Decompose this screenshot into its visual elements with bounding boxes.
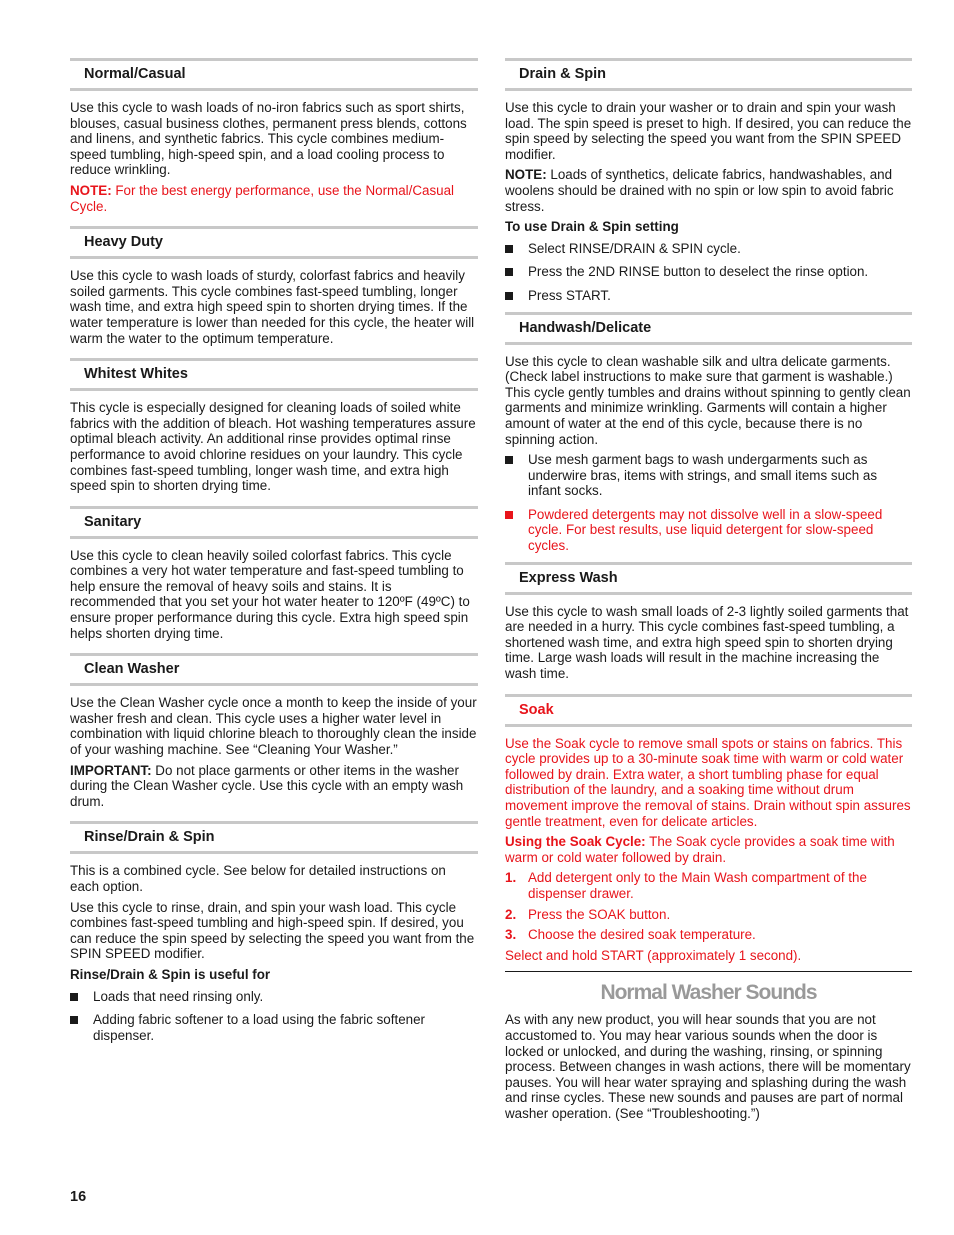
list-item: Adding fabric softener to a load using the fabric softener dispenser. — [70, 1012, 478, 1043]
drain-spin-body: Use this cycle to drain your washer or to drain and spin your wash load. The spin speed is preset to high. If desired, you can reduce the spin speed by selecting the speed you want from the SPIN SPEED modifier. — [505, 100, 912, 162]
sounds-body: As with any new product, you will hear sounds that you are not accustomed to. You may hear various sounds when the door is locked or unlocked, and during the washing, rinsing, or spinning process. Between changes in wash actions, there will be momentary pauses. You will hear water spraying and splashing during the wash and rinse cycles. These new sounds and pauses are part of normal washer operation. (See “Troubleshooting.”) — [505, 1012, 911, 1121]
bullet-square-icon — [505, 456, 513, 464]
sanitary-body: Use this cycle to clean heavily soiled colorfast fabrics. This cycle combines a very hot water temperature and fast-speed tumbling to help ensure the removal of heavy soils and stains. It is recommended that you set your hot water heater to 120ºF (49ºC) to ensure proper performance during this cycle. Extra high speed spin helps shorten drying time. — [70, 547, 470, 641]
clean-washer-important — [70, 763, 478, 810]
page-number: 16 — [70, 1189, 87, 1205]
normal-casual-note — [70, 183, 478, 214]
heading-rinse-drain-spin: Rinse/Drain & Spin — [70, 821, 478, 854]
important-label: IMPORTANT: — [70, 762, 152, 778]
list-item: Loads that need rinsing only. — [70, 989, 478, 1005]
rinse-drain-spin-body-2: Use this cycle to rinse, drain, and spin your wash load. This cycle combines fast-speed tumbling and high-speed spin. If desired, you can reduce the spin speed by selecting the speed you want from the SPIN SPEED modifier. — [70, 899, 475, 962]
heading-soak: Soak — [505, 694, 912, 727]
section-divider — [505, 971, 912, 972]
step-item: 3. Choose the desired soak temperature. — [505, 927, 756, 943]
clean-washer-body: Use the Clean Washer cycle once a month to keep the inside of your washer fresh and clean. This cycle uses a higher water level in combination with liquid chlorine bleach to thoroughly clean the inside of your washing machine. See “Cleaning Your Washer.” — [70, 695, 477, 758]
right-column — [505, 58, 912, 1127]
heading-handwash-delicate: Handwash/Delicate — [505, 312, 912, 345]
rinse-drain-spin-body-1: This is a combined cycle. See below for detailed instructions on each option. — [70, 863, 446, 894]
using-text: The Soak cycle provides a soak time with warm or cold water followed by drain. — [505, 834, 895, 865]
step-item: 1. Add detergent only to the Main Wash compartment of the dispenser drawer. — [505, 870, 867, 901]
drain-spin-note — [505, 167, 912, 214]
list-item: Select RINSE/DRAIN & SPIN cycle. — [505, 241, 912, 257]
using-label: Using the Soak Cycle: — [505, 834, 646, 850]
step-item: 2. Press the SOAK button. — [505, 906, 671, 922]
bullet-square-icon — [505, 245, 513, 253]
heading-express-wash: Express Wash — [505, 562, 912, 595]
list-item: Powdered detergents may not dissolve well in a slow-speed cycle. For best results, use liquid detergent for slow-speed cycles. — [505, 507, 912, 554]
note-label: NOTE: — [70, 182, 112, 198]
important-text: Do not place garments or other items in the washer during the Clean Washer cycle. Use this cycle with an empty wash drum. — [70, 762, 464, 809]
whitest-whites-body: This cycle is especially designed for cleaning loads of soiled white fabrics with the addition of bleach. Hot washing temperatures assure optimal bleach activity. An additional rinse provides optimal rinse performance to avoid chlorine residues on your laundry. This cycle combines fast-speed tumbling, longer wash time, and extra high speed spin to shorten drying time. — [70, 400, 476, 494]
heading-normal-casual: Normal/Casual — [70, 58, 478, 91]
bullet-square-icon — [505, 511, 513, 519]
handwash-delicate-body: Use this cycle to clean washable silk and ultra delicate garments. (Check label instructions to make sure that garment is washable.) This cycle gently tumbles and drains without spinning to gently clean garments and minimize wrinkling. Garments will contain a higher amount of water at the end of this cycle, because there is no spinning action. — [505, 353, 911, 447]
bullet-square-icon — [505, 268, 513, 276]
bullet-square-icon — [505, 292, 513, 300]
left-column — [70, 58, 478, 1051]
soak-final: Select and hold START (approximately 1 second). — [505, 947, 802, 963]
rinse-drain-spin-list — [70, 989, 478, 1044]
list-item: Use mesh garment bags to wash undergarments such as underwire bras, items with strings, and small items such as infant socks. — [505, 452, 912, 499]
soak-steps — [505, 870, 912, 942]
sounds-title: Normal Washer Sounds — [600, 981, 817, 1005]
rinse-drain-spin-subhead: Rinse/Drain & Spin is useful for — [70, 966, 271, 982]
drain-spin-list — [505, 241, 912, 304]
list-item: Press START. — [505, 288, 912, 304]
soak-body: Use the Soak cycle to remove small spots or stains on fabrics. This cycle provides up to a 30-minute soak time with warm or cold water followed by drain. Extra water, a short tumbling phase for equal distribution of the laundry, and a soaking time without drum movement improve the removal of stains. Drain without spin assures gentle treatment, even for delicate articles. — [505, 735, 911, 829]
heading-drain-spin: Drain & Spin — [505, 58, 912, 91]
note-text: For the best energy performance, use the Normal/Casual Cycle. — [70, 182, 455, 214]
heading-sanitary: Sanitary — [70, 506, 478, 539]
heading-whitest-whites: Whitest Whites — [70, 358, 478, 391]
handwash-delicate-list — [505, 452, 912, 554]
drain-spin-subhead: To use Drain & Spin setting — [505, 219, 679, 235]
soak-using — [505, 834, 912, 865]
bullet-square-icon — [70, 993, 78, 1001]
bullet-square-icon — [70, 1016, 78, 1024]
heading-heavy-duty: Heavy Duty — [70, 226, 478, 259]
list-item: Press the 2ND RINSE button to deselect the rinse option. — [505, 264, 912, 280]
heavy-duty-body: Use this cycle to wash loads of sturdy, colorfast fabrics and heavily soiled garments. This cycle combines fast-speed tumbling, longer wash time, and extra high speed spin to shorten drying times. If the water temperature is lower than needed for this cycle, the heater will warm the water to the optimum temperature. — [70, 268, 475, 346]
note-text: Loads of synthetics, delicate fabrics, handwashables, and woolens should be drained with no spin or low spin to avoid fabric stress. — [505, 167, 894, 214]
normal-casual-body: Use this cycle to wash loads of no-iron fabrics such as sport shirts, blouses, casual business clothes, permanent press blends, cottons and linens, and synthetic fabrics. This cycle combines medium-speed tumbling, high-speed spin, and a load cooling process to reduce wrinkling. — [70, 100, 467, 178]
express-wash-body: Use this cycle to wash small loads of 2-3 lightly soiled garments that are needed in a hurry. This cycle combines fast-speed tumbling, a shortened wash time, and extra high speed spin to shorten drying time. Large wash loads will result in the machine increasing the wash time. — [505, 603, 909, 682]
note-label: NOTE: — [505, 167, 547, 183]
heading-clean-washer: Clean Washer — [70, 653, 478, 686]
